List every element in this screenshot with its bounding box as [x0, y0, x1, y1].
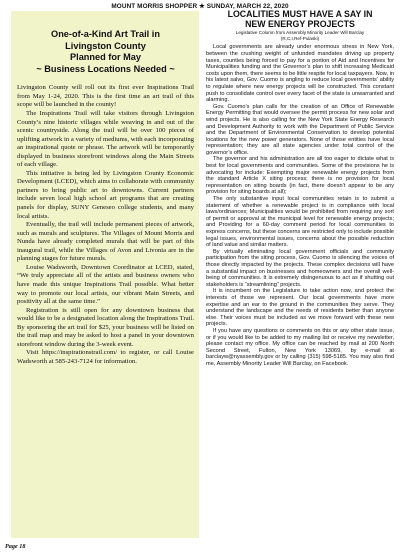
column-byline: [206, 30, 394, 41]
article-paragraph: The only substantive input local communities retain is to submit a statement of whether a renewable project is in compliance with local laws/ordinances; Municipalities would be prohibited from requiring any sort of permit or approval at the municipal level for renewable energy projects; and Providing for a 60-day comment period for local communities to express concerns, but these concerns are restricted only to include possible legal issues, environmental issues, concerns about the possible reduction of land value and similar matters.: [206, 196, 394, 249]
byline-line: (R,C,I,Ref-Pulaski): [280, 35, 320, 41]
article-paragraph: If you have any questions or comments on this or any other state issue, or if you would like to be added to my mailing list or receive my newsletter, please contact my office. My office can be reached by mail at 200 North Second Street, Fulton, New York 13069, by e-mail at barclayw@nyassembly.gov or by calling (315) 598-5185. You may also find me, Assembly Minority Leader Will Barclay, on Facebook.: [206, 327, 394, 367]
article-paragraph: Gov. Cuomo’s plan calls for the creation of an Office of Renewable Energy Permitting that would oversee the permit process for new solar and wind projects. He is also calling for the New York State Energy Research and Development Authority to work with the Department of Public Service and the Department of Environmental Conservation to develop potential locations for the new power generators. None of those entities have local representation; they are all state agencies under total control of the governor’s office.: [206, 103, 394, 156]
energy-projects-column: [206, 10, 394, 545]
article-paragraph: The Inspirations Trail will take visitors through Livingston County’s nine historic villages while weaving in and out of the scenic countryside. Along the trail will be over 100 pieces of uplifting artwork in a variety of mediums, with each incorporating an inspirational quote or phrase. The artwork will be temporarily displayed in business storefront windows along the Main Streets of each village.: [17, 110, 194, 169]
headline-line: Livingston County: [65, 40, 146, 51]
headline-line: LOCALITIES MUST HAVE A SAY IN: [227, 10, 373, 19]
headline-line: NEW ENERGY PROJECTS: [245, 18, 355, 29]
article-paragraph: Registration is still open for any downtown business that would like to be a designated location along the Inspirations Trail. By sponsoring the art trail for $25, your business will be listed on the trail map and may be asked to host a panel in your downtown storefront window during the 3-week event.: [17, 306, 194, 348]
byline-line: Legislative Column from Assembly Minority Leader Will Barclay: [235, 30, 365, 36]
art-trail-article: [11, 11, 199, 538]
article-paragraph: Louise Wadsworth, Downtown Coordinator at LCED, stated, “We truly appreciate all of the artists and business owners who have made this unique Inspirations Trail possible. What better way to promote our local artists, our vibrant Main Streets, and positivity all at the same time.”: [17, 263, 194, 306]
article-paragraph: The governor and his administration are all too eager to dictate what is best for local governments and communities. Some of the provisions he is advocating for include: Exempting major renewable energy projects from the standard Article X siting process; there is no provision for local representation on siting boards (in fact, there doesn’t appear to be any provision for siting boards at all);: [206, 156, 394, 196]
article-paragraph: By virtually eliminating local government officials and community participation from the siting process, Gov. Cuomo is silencing the voices of those directly impacted by the projects. These complex decisions will have a substantial impact on businesses and homeowners and the overall well-being of communities. It is extremely disingenuous to act as if shutting out stakeholders is “streamlining” projects.: [206, 248, 394, 288]
article-paragraph: Livingston County will roll out its first ever Inspirations Trail from May 1-24, 2020. This is the first time an art trail of this scope will be launched in the county!: [17, 84, 194, 109]
headline-line: ~ Business Locations Needed ~: [36, 63, 175, 74]
article-paragraph: Visit https://inspirationstrail.com/ to register, or call Louise Wadsworth at 585-243-7124 for information.: [17, 349, 194, 365]
article-paragraph: It is incumbent on the Legislature to take action now, and protect the interests of those we represent. Our local governments have more expertise and an ear to the ground in the communities they serve. They understand the landscape and the needs of residents better than anyone else. Their voices must be included as we move forward with these new projects.: [206, 288, 394, 328]
headline-line: Planned for May: [70, 52, 141, 63]
art-trail-body: [17, 84, 194, 366]
art-trail-headline: [17, 29, 194, 75]
masthead: MOUNT MORRIS SHOPPER ★ SUNDAY, MARCH 22, 2020: [111, 3, 289, 10]
article-paragraph: Eventually, the trail will include permanent pieces of artwork, such as murals and sculptures. The Villages of Mount Morris and Nunda have already completed murals that will be part of this inaugural trail, while the Villages of Avon and Livonia are in the planning stages for future murals.: [17, 221, 194, 263]
energy-headline: [206, 10, 394, 29]
page-number: Page 18: [5, 543, 26, 550]
article-paragraph: This initiative is being led by Livingston County Economic Development (LCED), which aims to collaborate with community partners to bring public art to downtowns. Current partners include seven local high school art programs that are creating panels for display, SUNY Geneseo college students, and many local artists.: [17, 169, 194, 220]
headline-line: One-of-a-Kind Art Trail in: [51, 29, 160, 39]
energy-body: [206, 44, 394, 367]
article-paragraph: Local governments are already under enormous stress in New York, between the crushing weight of unfunded mandates driving up property taxes, counties being forced to pay for a portion of Aid and Incentives for Municipalities funding and the Governor’s plan to shift increasing Medicaid costs upon them, there seems to be little respite for local taxpayers. Now, in his latest salvo, Gov. Cuomo is angling to reduce local governments’ ability to regulate where new energy projects will be constructed. This constant push to consolidate control over every facet of the state is unwarranted and alarming.: [206, 44, 394, 104]
